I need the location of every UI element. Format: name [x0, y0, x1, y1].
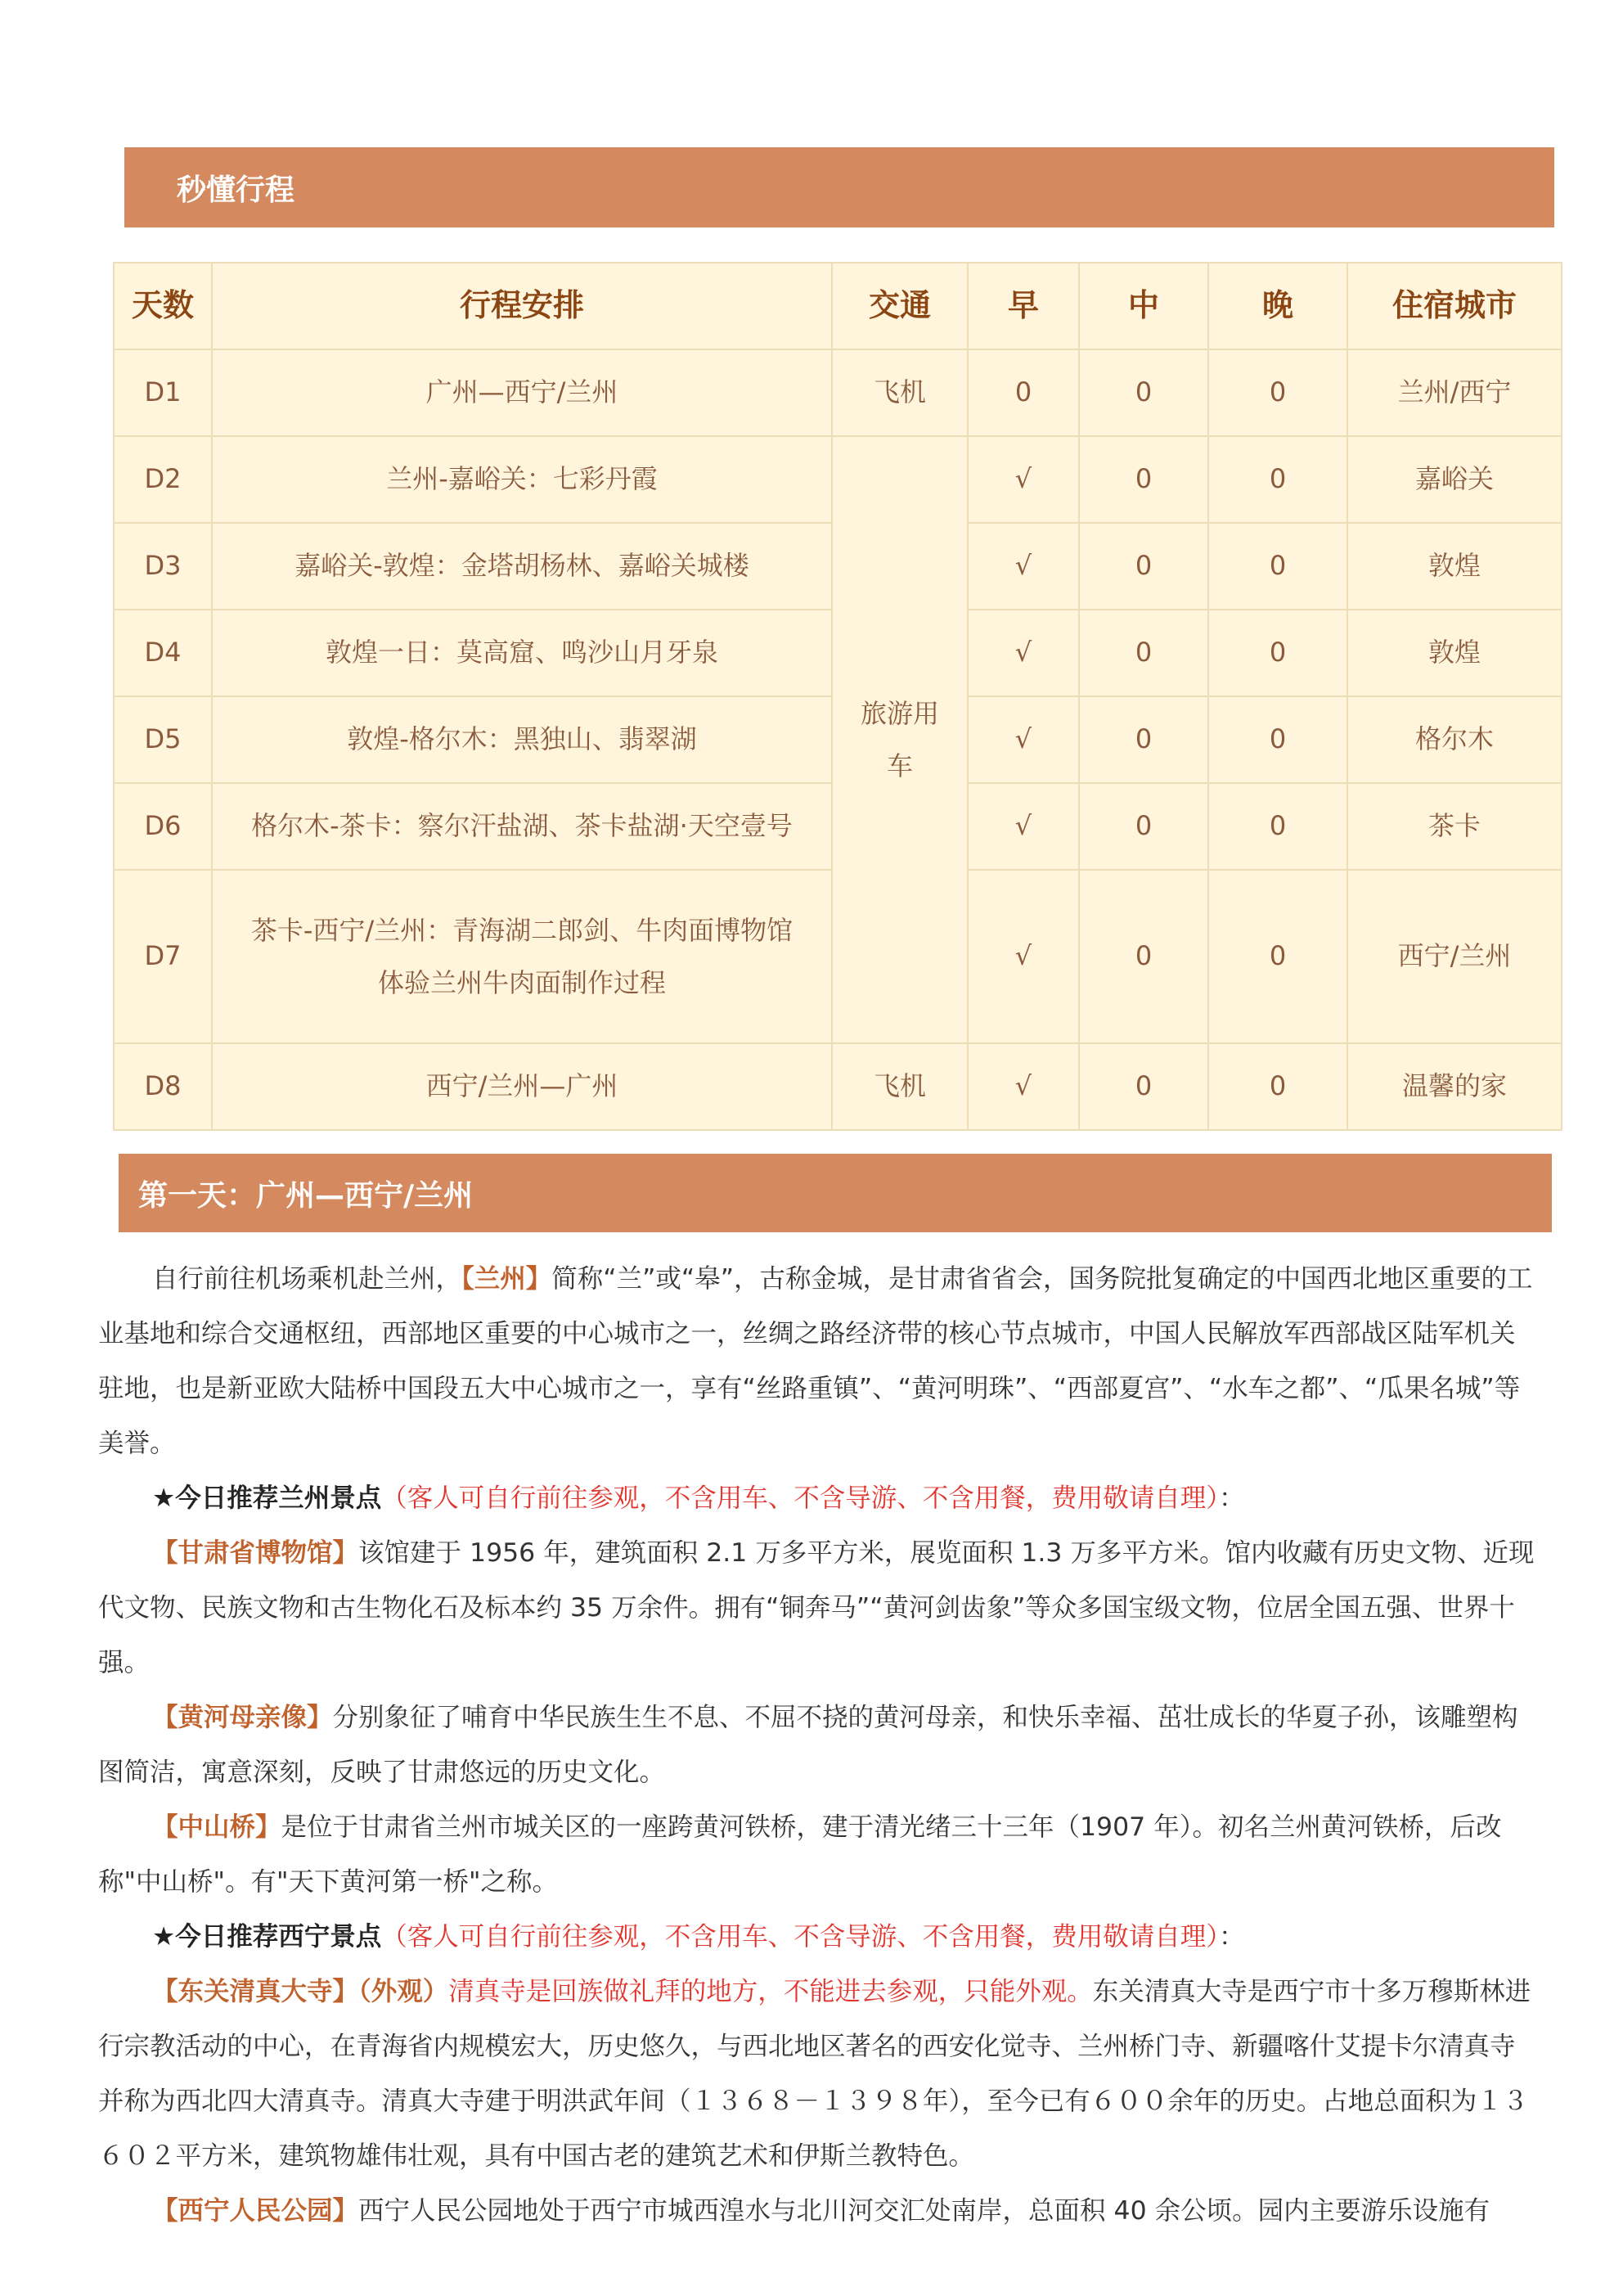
notice-red: 清真寺是回族做礼拜的地方，不能进去参观，只能外观。 — [448, 1977, 1093, 2006]
day-cell: D6 — [114, 783, 212, 870]
text: 分别象征了哺育中华民族生生不息、不屈不挠的黄河母亲，和快乐幸福、茁壮成长的华夏子孙，该雕塑构图简洁，寓意深刻，反映了甘肃悠远的历史文化。 — [98, 1703, 1518, 1787]
paragraph-mother-statue — [98, 1690, 1538, 1800]
text: ： — [1219, 1483, 1245, 1513]
day-cell: D4 — [114, 610, 212, 696]
text: 西宁人民公园地处于西宁市城西湟水与北川河交汇处南岸，总面积 40 余公顷。园内主要游乐设施有 — [358, 2196, 1490, 2226]
text: 简称“兰”或“皋”，古称金城，是甘肃省省会，国务院批复确定的中国西北地区重要的工业基地和综合交通枢纽，西部地区重要的中心城市之一，丝绸之路经济带的核心节点城市，中国人民解放军西部战区陆军机关驻地，也是新亚欧大陆桥中国段五大中心城市之一，享有“丝路重镇”、“黄河明珠”、“西部夏宫”、“水车之都”、“瓜果名城”等美誉。 — [98, 1264, 1533, 1458]
breakfast-cell: √ — [968, 783, 1079, 870]
lunch-cell: 0 — [1079, 349, 1208, 436]
transport-cell: 飞机 — [832, 349, 968, 436]
lunch-cell: 0 — [1079, 870, 1208, 1043]
transport-text: 车 — [886, 750, 913, 781]
header-cell: 中 — [1079, 263, 1208, 349]
breakfast-cell: √ — [968, 436, 1079, 523]
dinner-cell: 0 — [1208, 436, 1347, 523]
route-line: 茶卡-西宁/兰州：青海湖二郎剑、牛肉面博物馆 — [250, 915, 794, 946]
highlight-mosque: 【东关清真大寺】（外观） — [152, 1977, 449, 2006]
dinner-cell: 0 — [1208, 870, 1347, 1043]
paragraph-zhongshan-bridge — [98, 1800, 1538, 1910]
table-row — [114, 436, 1562, 523]
breakfast-cell: √ — [968, 696, 1079, 783]
dinner-cell: 0 — [1208, 523, 1347, 610]
stay-cell: 格尔木 — [1347, 696, 1562, 783]
day-cell: D8 — [114, 1043, 212, 1130]
notice-red: （客人可自行前往参观，不含用车、不含导游、不含用餐，费用敬请自理） — [381, 1922, 1220, 1952]
breakfast-cell: √ — [968, 1043, 1079, 1130]
transport-cell-merged — [832, 436, 968, 1043]
route-cell: 敦煌一日：莫高窟、鸣沙山月牙泉 — [212, 610, 832, 696]
highlight-statue: 【黄河母亲像】 — [152, 1703, 333, 1732]
lunch-cell: 0 — [1079, 1043, 1208, 1130]
stay-cell: 温馨的家 — [1347, 1043, 1562, 1130]
recommend-xining — [98, 1910, 1538, 1965]
stay-cell: 嘉峪关 — [1347, 436, 1562, 523]
header-cell: 晚 — [1208, 263, 1347, 349]
star-heading: ★今日推荐兰州景点 — [152, 1483, 382, 1513]
table-row — [114, 1043, 1562, 1130]
transport-cell: 飞机 — [832, 1043, 968, 1130]
notice-red: （客人可自行前往参观，不含用车、不含导游、不含用餐，费用敬请自理） — [381, 1483, 1220, 1513]
paragraph-mosque — [98, 1965, 1538, 2184]
lunch-cell: 0 — [1079, 696, 1208, 783]
section-banner-day1 — [119, 1154, 1552, 1232]
breakfast-cell: √ — [968, 610, 1079, 696]
day-cell: D7 — [114, 870, 212, 1043]
itinerary-table — [113, 262, 1562, 1131]
text: 自行前往机场乘机赴兰州， — [152, 1264, 462, 1294]
text: 该馆建于 1956 年，建筑面积 2.1 万多平方米，展览面积 1.3 万多平方米。馆内收藏有历史文物、近现代文物、民族文物和古生物化石及标本约 35 万余件。拥有“铜奔马”“黄河剑齿象”等众多国宝级文物，位居全国五强、世界十强。 — [98, 1538, 1535, 1677]
day-cell: D3 — [114, 523, 212, 610]
header-cell: 天数 — [114, 263, 212, 349]
highlight-bridge: 【中山桥】 — [152, 1812, 281, 1842]
breakfast-cell: 0 — [968, 349, 1079, 436]
paragraph-peoples-park — [98, 2184, 1538, 2239]
star-heading: ★今日推荐西宁景点 — [152, 1922, 382, 1952]
route-line: 体验兰州牛肉面制作过程 — [377, 967, 666, 998]
highlight-park: 【西宁人民公园】 — [152, 2196, 359, 2226]
section-title: 第一天：广州—西宁/兰州 — [138, 1178, 474, 1213]
stay-cell: 敦煌 — [1347, 523, 1562, 610]
route-cell: 西宁/兰州—广州 — [212, 1043, 832, 1130]
table-row — [114, 349, 1562, 436]
dinner-cell: 0 — [1208, 610, 1347, 696]
recommend-lanzhou — [98, 1471, 1538, 1526]
header-cell: 交通 — [832, 263, 968, 349]
stay-cell: 西宁/兰州 — [1347, 870, 1562, 1043]
lunch-cell: 0 — [1079, 610, 1208, 696]
day-cell: D1 — [114, 349, 212, 436]
day1-description — [98, 1252, 1538, 2239]
highlight-museum: 【甘肃省博物馆】 — [152, 1538, 359, 1568]
route-cell: 格尔木-茶卡：察尔汗盐湖、茶卡盐湖·天空壹号 — [212, 783, 832, 870]
route-cell — [212, 870, 832, 1043]
header-cell: 住宿城市 — [1347, 263, 1562, 349]
text: ： — [1219, 1922, 1245, 1952]
route-cell: 兰州-嘉峪关：七彩丹霞 — [212, 436, 832, 523]
lunch-cell: 0 — [1079, 783, 1208, 870]
route-cell: 嘉峪关-敦煌：金塔胡杨林、嘉峪关城楼 — [212, 523, 832, 610]
paragraph-museum — [98, 1526, 1538, 1690]
breakfast-cell: √ — [968, 523, 1079, 610]
breakfast-cell: √ — [968, 870, 1079, 1043]
stay-cell: 茶卡 — [1347, 783, 1562, 870]
header-cell: 早 — [968, 263, 1079, 349]
lunch-cell: 0 — [1079, 436, 1208, 523]
stay-cell: 兰州/西宁 — [1347, 349, 1562, 436]
table-header-row — [114, 263, 1562, 349]
dinner-cell: 0 — [1208, 349, 1347, 436]
text: 是位于甘肃省兰州市城关区的一座跨黄河铁桥，建于清光绪三十三年（1907 年）。初名兰州黄河铁桥，后改称"中山桥"。有"天下黄河第一桥"之称。 — [98, 1812, 1502, 1897]
section-banner-overview — [124, 147, 1554, 227]
text: 东关清真大寺是西宁市十多万穆斯林进行宗教活动的中心，在青海省内规模宏大，历史悠久，与西北地区著名的西安化觉寺、兰州桥门寺、新疆喀什艾提卡尔清真寺并称为西北四大清真寺。清真大寺建于明洪武年间（１３６８－１３９８年），至今已有６００余年的历史。占地总面积为１３６０２平方米，建筑物雄伟壮观，具有中国古老的建筑艺术和伊斯兰教特色。 — [98, 1977, 1531, 2171]
highlight-lanzhou: 【兰州】 — [461, 1264, 552, 1294]
transport-text: 旅游用 — [860, 698, 939, 729]
dinner-cell: 0 — [1208, 696, 1347, 783]
section-title: 秒懂行程 — [177, 173, 295, 207]
route-cell: 广州—西宁/兰州 — [212, 349, 832, 436]
paragraph-lanzhou — [98, 1252, 1538, 1471]
header-cell: 行程安排 — [212, 263, 832, 349]
route-cell: 敦煌-格尔木：黑独山、翡翠湖 — [212, 696, 832, 783]
day-cell: D5 — [114, 696, 212, 783]
dinner-cell: 0 — [1208, 783, 1347, 870]
day-cell: D2 — [114, 436, 212, 523]
lunch-cell: 0 — [1079, 523, 1208, 610]
stay-cell: 敦煌 — [1347, 610, 1562, 696]
dinner-cell: 0 — [1208, 1043, 1347, 1130]
